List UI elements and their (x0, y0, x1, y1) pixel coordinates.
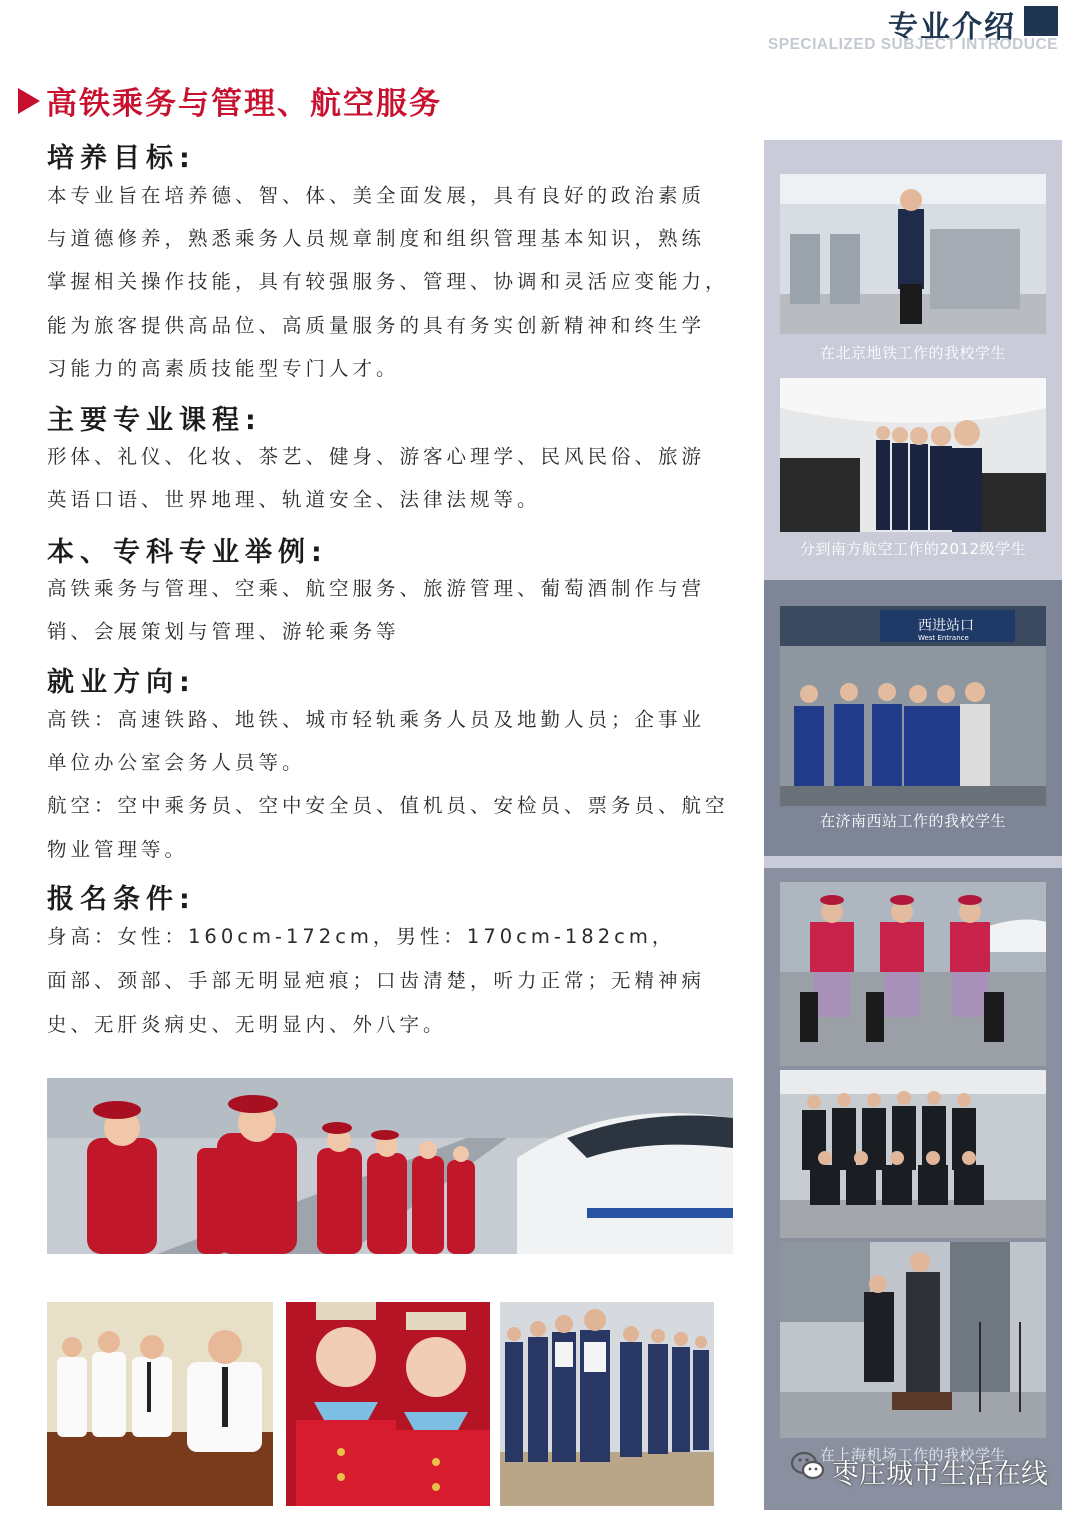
caption-china-southern: 分到南方航空工作的2012级学生 (799, 540, 1027, 558)
courses-line: 形体、礼仪、化妆、茶艺、健身、游客心理学、民风民俗、旅游 (47, 445, 706, 468)
wechat-icon (790, 1448, 826, 1484)
section-heading-goals: 培养目标: (47, 143, 196, 174)
main-title: 高铁乘务与管理、航空服务 (46, 86, 442, 122)
jinan-west-photo (780, 606, 1046, 806)
requirements-line: 面部、颈部、手部无明显疤痕；口齿清楚，听力正常；无精神病 (47, 969, 706, 992)
employment-line: 物业管理等。 (47, 838, 189, 861)
header-square (1024, 6, 1058, 36)
caption-shanghai-airport: 在上海机场工作的我校学生 (819, 1446, 1006, 1464)
section-heading-majors: 本、专科专业举例: (47, 537, 328, 568)
title-arrow-icon (18, 88, 40, 114)
header-subtitle: SPECIALIZED SUBJECT INTRODUCE (767, 36, 1058, 53)
section-heading-courses: 主要专业课程: (47, 405, 262, 436)
sign-west-station: 西进站口 (918, 618, 974, 634)
goals-line: 本专业旨在培养德、智、体、美全面发展，具有良好的政治素质 (47, 184, 706, 207)
section-heading-requirements: 报名条件: (47, 884, 196, 915)
attendants-train-photo (47, 1078, 733, 1254)
courses-line: 英语口语、世界地理、轨道安全、法律法规等。 (47, 488, 541, 511)
employment-line: 航空：空中乘务员、空中安全员、值机员、安检员、票务员、航空 (47, 794, 729, 817)
caption-beijing-subway: 在北京地铁工作的我校学生 (819, 344, 1006, 362)
requirements-line: 史、无肝炎病史、无明显内、外八字。 (47, 1013, 447, 1036)
employment-line: 高铁：高速铁路、地铁、城市轻轨乘务人员及地勤人员；企事业 (47, 708, 706, 731)
goals-line: 与道德修养，熟悉乘务人员规章制度和组织管理基本知识，熟练 (47, 227, 706, 250)
security-team-photo (780, 1070, 1046, 1238)
requirements-line: 身高：女性：160cm-172cm，男性：170cm-182cm， (47, 925, 676, 948)
caption-jinan-west: 在济南西站工作的我校学生 (819, 812, 1006, 830)
employment-line: 单位办公室会务人员等。 (47, 751, 306, 774)
header-title: 专业介绍 (888, 10, 1016, 45)
majors-line: 销、会展策划与管理、游轮乘务等 (47, 620, 400, 643)
watermark-text: 枣庄城市生活在线 (832, 1459, 1048, 1490)
goals-line: 习能力的高素质技能型专门人才。 (47, 357, 400, 380)
tea-ceremony-photo (47, 1302, 273, 1506)
beijing-subway-photo (780, 174, 1046, 334)
panel-gap (764, 856, 1062, 868)
goals-line: 能为旅客提供高品位、高质量服务的具有务实创新精神和终生学 (47, 314, 706, 337)
airport-attendants-photo (780, 882, 1046, 1066)
goals-line: 掌握相关操作技能，具有较强服务、管理、协调和灵活应变能力， (47, 270, 729, 293)
posture-training-photo (286, 1302, 490, 1506)
section-heading-employment: 就业方向: (47, 667, 196, 698)
line-training-photo (500, 1302, 714, 1506)
sign-west-entrance: West Entrance (918, 634, 969, 642)
china-southern-photo (780, 378, 1046, 532)
security-check-photo (780, 1242, 1046, 1438)
majors-line: 高铁乘务与管理、空乘、航空服务、旅游管理、葡萄酒制作与营 (47, 577, 706, 600)
